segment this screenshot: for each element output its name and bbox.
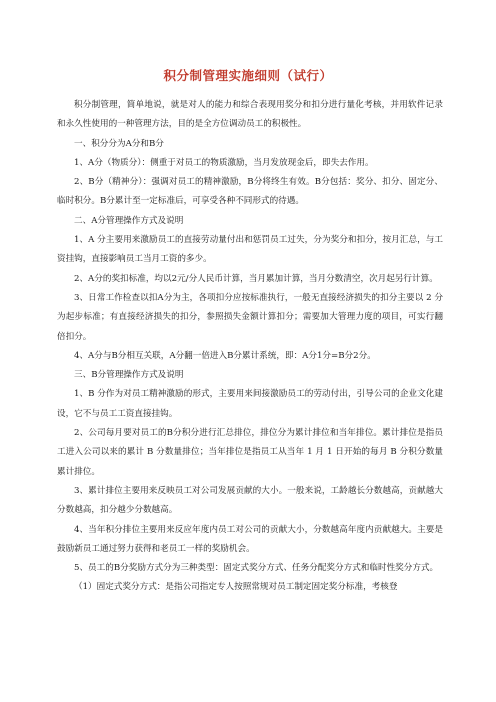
paragraph: 3、日常工作检查以扣A分为主，各项扣分应按标准执行，一般无直接经济损失的扣分主要以 2 分为起步标准；有直接经济损失的扣分，参照损失金额计算扣分；需要加大管理力度的项目，可实行翻倍扣分。: [57, 292, 443, 342]
paragraph: 4、当年积分排位主要用来反应年度内员工对公司的贡献大小，分数越高年度内贡献越大。主要是鼓励新员工通过努力获得和老员工一样的奖励机会。: [57, 524, 443, 554]
paragraph: 1、A 分主要用来激励员工的直接劳动量付出和惩罚员工过失，分为奖分和扣分，按月汇总，与工资挂钩，直接影响员工当月工资的多少。: [57, 235, 443, 265]
section-heading: 二、A分管理操作方式及说明: [74, 215, 184, 226]
paragraph: 4、A分与B分相互关联，A分翻一倍进入B分累计系统，即：A分1分=B分2分。: [74, 350, 376, 361]
paragraph: 2、公司每月要对员工的B分积分进行汇总排位，排位分为累计排位和当年排位。累计排位是指员工进入公司以来的累计 B 分数量排位；当年排位是指员工从当年 1 月 1 日开始的每月 B 分积分数量累计排位。: [57, 428, 443, 477]
paragraph: 2、B分（精神分）：强调对员工的精神激励，B分将终生有效。B分包括：奖分、扣分、固定分、临时积分。B分累计至一定标准后，可享受各种不同形式的待遇。: [57, 177, 443, 207]
section-heading: 三、B分管理操作方式及说明: [74, 370, 184, 381]
paragraph: （1）固定式奖分方式：是指公司指定专人按照常规对员工制定固定奖分标准，考核登: [74, 582, 398, 593]
paragraph: 3、累计排位主要用来反映员工对公司发展贡献的大小。一般来说，工龄越长分数越高，贡献越大分数越高，扣分越少分数越高。: [57, 485, 443, 516]
paragraph: 5、员工的B分奖励方式分为三种类型：固定式奖分方式、任务分配奖分方式和临时性奖分方式。: [74, 563, 439, 574]
document-body: [57, 96, 443, 598]
paragraph: 积分制管理，简单地说，就是对人的能力和综合表现用奖分和扣分进行量化考核，并用软件记录和永久性使用的一种管理方法，目的是全方位调动员工的积极性。: [57, 100, 443, 130]
paragraph: 1、B 分作为对员工精神激励的形式，主要用来间接激励员工的劳动付出，引导公司的企业文化建设，它不与员工工资直接挂钩。: [57, 389, 443, 419]
section-heading: 一、积分分为A分和B分: [74, 138, 164, 149]
paragraph: 1、A分（物质分）：侧重于对员工的物质激励，当月发放现金后，即失去作用。: [74, 157, 374, 168]
paragraph: 2、A分的奖扣标准，均以2元/分人民币计算，当月累加计算，当月分数清空，次月起另行计算。: [74, 273, 438, 284]
page-title: 积分制管理实施细则（试行）: [163, 68, 333, 83]
